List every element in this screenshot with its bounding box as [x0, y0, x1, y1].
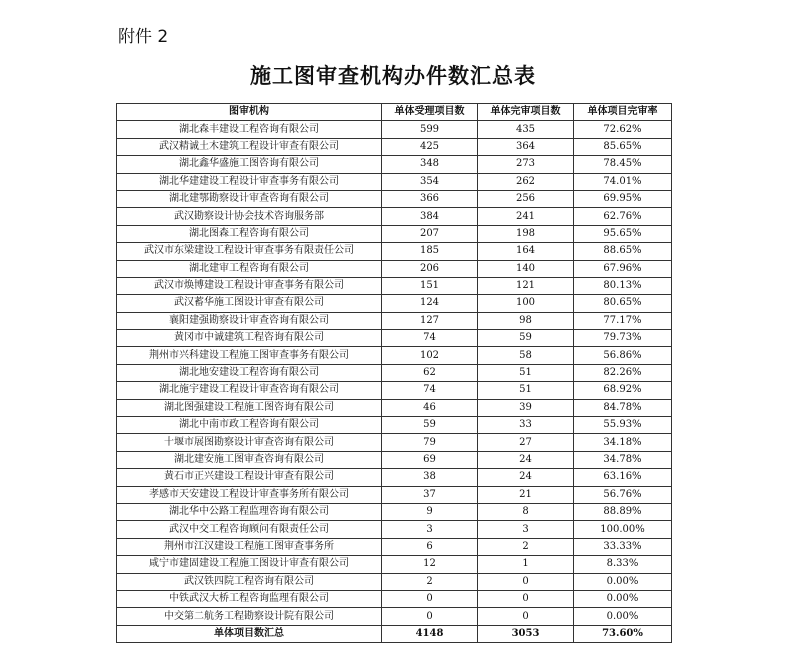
table-body	[117, 121, 672, 625]
cell-accepted: 0	[382, 608, 478, 625]
table-row	[117, 330, 672, 347]
table-row	[117, 382, 672, 399]
cell-agency: 武汉中交工程咨询顾问有限责任公司	[117, 521, 382, 538]
cell-completed: 3	[478, 521, 574, 538]
cell-agency: 武汉精诚土木建筑工程设计审查有限公司	[117, 138, 382, 155]
cell-accepted: 348	[382, 156, 478, 173]
table-row	[117, 121, 672, 138]
cell-rate: 77.17%	[574, 312, 672, 329]
cell-completed: 51	[478, 364, 574, 381]
cell-agency: 湖北建安施工图审查咨询有限公司	[117, 451, 382, 468]
cell-rate: 34.18%	[574, 434, 672, 451]
cell-rate: 63.16%	[574, 469, 672, 486]
cell-accepted: 69	[382, 451, 478, 468]
cell-agency: 湖北中南市政工程咨询有限公司	[117, 417, 382, 434]
cell-completed: 39	[478, 399, 574, 416]
cell-accepted: 38	[382, 469, 478, 486]
cell-rate: 67.96%	[574, 260, 672, 277]
table-row	[117, 608, 672, 625]
cell-agency: 湖北华建建设工程设计审查事务有限公司	[117, 173, 382, 190]
cell-agency: 中铁武汉大桥工程咨询监理有限公司	[117, 590, 382, 607]
cell-agency: 咸宁市建固建设工程施工图设计审查有限公司	[117, 556, 382, 573]
cell-agency: 武汉勘察设计协会技术咨询服务部	[117, 208, 382, 225]
cell-agency: 黄冈市中诚建筑工程咨询有限公司	[117, 330, 382, 347]
cell-agency: 湖北建审工程咨询有限公司	[117, 260, 382, 277]
cell-completed: 241	[478, 208, 574, 225]
cell-accepted: 0	[382, 590, 478, 607]
cell-agency: 武汉铁四院工程咨询有限公司	[117, 573, 382, 590]
cell-agency: 武汉蓄华施工图设计审查有限公司	[117, 295, 382, 312]
table-row	[117, 138, 672, 155]
cell-completed: 100	[478, 295, 574, 312]
cell-completed: 273	[478, 156, 574, 173]
table-row	[117, 434, 672, 451]
cell-completed: 1	[478, 556, 574, 573]
cell-rate: 74.01%	[574, 173, 672, 190]
table-row	[117, 190, 672, 207]
table-row	[117, 538, 672, 555]
cell-accepted: 599	[382, 121, 478, 138]
table-row	[117, 260, 672, 277]
cell-completed: 21	[478, 486, 574, 503]
cell-agency: 湖北鑫华盛施工图咨询有限公司	[117, 156, 382, 173]
table-row	[117, 225, 672, 242]
cell-agency: 湖北地安建设工程咨询有限公司	[117, 364, 382, 381]
cell-completed: 435	[478, 121, 574, 138]
cell-accepted: 6	[382, 538, 478, 555]
cell-accepted: 62	[382, 364, 478, 381]
cell-completed: 121	[478, 277, 574, 294]
cell-completed: 58	[478, 347, 574, 364]
cell-completed: 2	[478, 538, 574, 555]
cell-agency: 荆州市江汉建设工程施工图审查事务所	[117, 538, 382, 555]
table-row	[117, 451, 672, 468]
cell-accepted: 102	[382, 347, 478, 364]
header-accepted: 单体受理项目数	[382, 104, 478, 121]
cell-agency: 湖北施宇建设工程设计审查咨询有限公司	[117, 382, 382, 399]
cell-completed: 256	[478, 190, 574, 207]
total-completed: 3053	[478, 625, 574, 642]
cell-rate: 95.65%	[574, 225, 672, 242]
total-rate: 73.60%	[574, 625, 672, 642]
cell-rate: 56.76%	[574, 486, 672, 503]
cell-rate: 69.95%	[574, 190, 672, 207]
cell-completed: 24	[478, 451, 574, 468]
cell-rate: 72.62%	[574, 121, 672, 138]
cell-rate: 79.73%	[574, 330, 672, 347]
total-label: 单体项目数汇总	[117, 625, 382, 642]
table-row	[117, 347, 672, 364]
cell-agency: 湖北华中公路工程监理咨询有限公司	[117, 503, 382, 520]
cell-accepted: 79	[382, 434, 478, 451]
cell-completed: 59	[478, 330, 574, 347]
cell-accepted: 2	[382, 573, 478, 590]
cell-rate: 0.00%	[574, 608, 672, 625]
header-rate: 单体项目完审率	[574, 104, 672, 121]
cell-completed: 0	[478, 573, 574, 590]
cell-completed: 364	[478, 138, 574, 155]
cell-accepted: 59	[382, 417, 478, 434]
cell-agency: 中交第二航务工程勘察设计院有限公司	[117, 608, 382, 625]
cell-completed: 140	[478, 260, 574, 277]
table-row	[117, 156, 672, 173]
cell-agency: 黄石市正兴建设工程设计审查有限公司	[117, 469, 382, 486]
table-row	[117, 573, 672, 590]
table-row	[117, 295, 672, 312]
cell-accepted: 366	[382, 190, 478, 207]
table-row	[117, 486, 672, 503]
header-completed: 单体完审项目数	[478, 104, 574, 121]
cell-agency: 荆州市兴科建设工程施工图审查事务有限公司	[117, 347, 382, 364]
table-row	[117, 243, 672, 260]
cell-completed: 0	[478, 608, 574, 625]
cell-agency: 湖北图森工程咨询有限公司	[117, 225, 382, 242]
cell-agency: 武汉市东梁建设工程设计审查事务有限责任公司	[117, 243, 382, 260]
cell-completed: 8	[478, 503, 574, 520]
cell-accepted: 9	[382, 503, 478, 520]
cell-agency: 湖北建鄂勘察设计审查咨询有限公司	[117, 190, 382, 207]
cell-accepted: 12	[382, 556, 478, 573]
table-row	[117, 208, 672, 225]
cell-completed: 24	[478, 469, 574, 486]
cell-agency: 湖北图强建设工程施工图咨询有限公司	[117, 399, 382, 416]
cell-completed: 262	[478, 173, 574, 190]
cell-accepted: 124	[382, 295, 478, 312]
cell-rate: 34.78%	[574, 451, 672, 468]
total-accepted: 4148	[382, 625, 478, 642]
cell-completed: 33	[478, 417, 574, 434]
cell-accepted: 74	[382, 330, 478, 347]
cell-accepted: 206	[382, 260, 478, 277]
table-total-row	[117, 625, 672, 642]
cell-agency: 湖北森丰建设工程咨询有限公司	[117, 121, 382, 138]
cell-rate: 88.65%	[574, 243, 672, 260]
header-agency: 图审机构	[117, 104, 382, 121]
cell-rate: 62.76%	[574, 208, 672, 225]
cell-rate: 33.33%	[574, 538, 672, 555]
summary-table	[116, 103, 672, 643]
cell-accepted: 3	[382, 521, 478, 538]
table-row	[117, 364, 672, 381]
cell-accepted: 384	[382, 208, 478, 225]
cell-rate: 82.26%	[574, 364, 672, 381]
table-row	[117, 469, 672, 486]
cell-agency: 十堰市展图勘察设计审查咨询有限公司	[117, 434, 382, 451]
cell-completed: 98	[478, 312, 574, 329]
cell-rate: 56.86%	[574, 347, 672, 364]
cell-accepted: 46	[382, 399, 478, 416]
table-row	[117, 312, 672, 329]
page-title: 施工图审查机构办件数汇总表	[250, 64, 536, 88]
table-row	[117, 503, 672, 520]
cell-accepted: 425	[382, 138, 478, 155]
cell-agency: 襄阳建强勘察设计审查咨询有限公司	[117, 312, 382, 329]
table-row	[117, 417, 672, 434]
cell-rate: 84.78%	[574, 399, 672, 416]
cell-accepted: 127	[382, 312, 478, 329]
cell-rate: 68.92%	[574, 382, 672, 399]
cell-accepted: 74	[382, 382, 478, 399]
cell-rate: 55.93%	[574, 417, 672, 434]
cell-rate: 88.89%	[574, 503, 672, 520]
cell-rate: 100.00%	[574, 521, 672, 538]
cell-rate: 80.65%	[574, 295, 672, 312]
table-row	[117, 399, 672, 416]
cell-completed: 198	[478, 225, 574, 242]
attachment-label: 附件 2	[118, 27, 169, 47]
cell-rate: 0.00%	[574, 590, 672, 607]
cell-agency: 孝感市天安建设工程设计审查事务所有限公司	[117, 486, 382, 503]
table-row	[117, 590, 672, 607]
cell-rate: 80.13%	[574, 277, 672, 294]
cell-agency: 武汉市焕博建设工程设计审查事务有限公司	[117, 277, 382, 294]
table-row	[117, 556, 672, 573]
cell-rate: 85.65%	[574, 138, 672, 155]
cell-accepted: 185	[382, 243, 478, 260]
cell-accepted: 37	[382, 486, 478, 503]
cell-rate: 78.45%	[574, 156, 672, 173]
cell-accepted: 354	[382, 173, 478, 190]
cell-completed: 0	[478, 590, 574, 607]
table-row	[117, 277, 672, 294]
table-row	[117, 173, 672, 190]
table-row	[117, 521, 672, 538]
cell-accepted: 207	[382, 225, 478, 242]
cell-rate: 0.00%	[574, 573, 672, 590]
table-header-row	[117, 104, 672, 121]
cell-accepted: 151	[382, 277, 478, 294]
cell-rate: 8.33%	[574, 556, 672, 573]
cell-completed: 164	[478, 243, 574, 260]
cell-completed: 27	[478, 434, 574, 451]
cell-completed: 51	[478, 382, 574, 399]
